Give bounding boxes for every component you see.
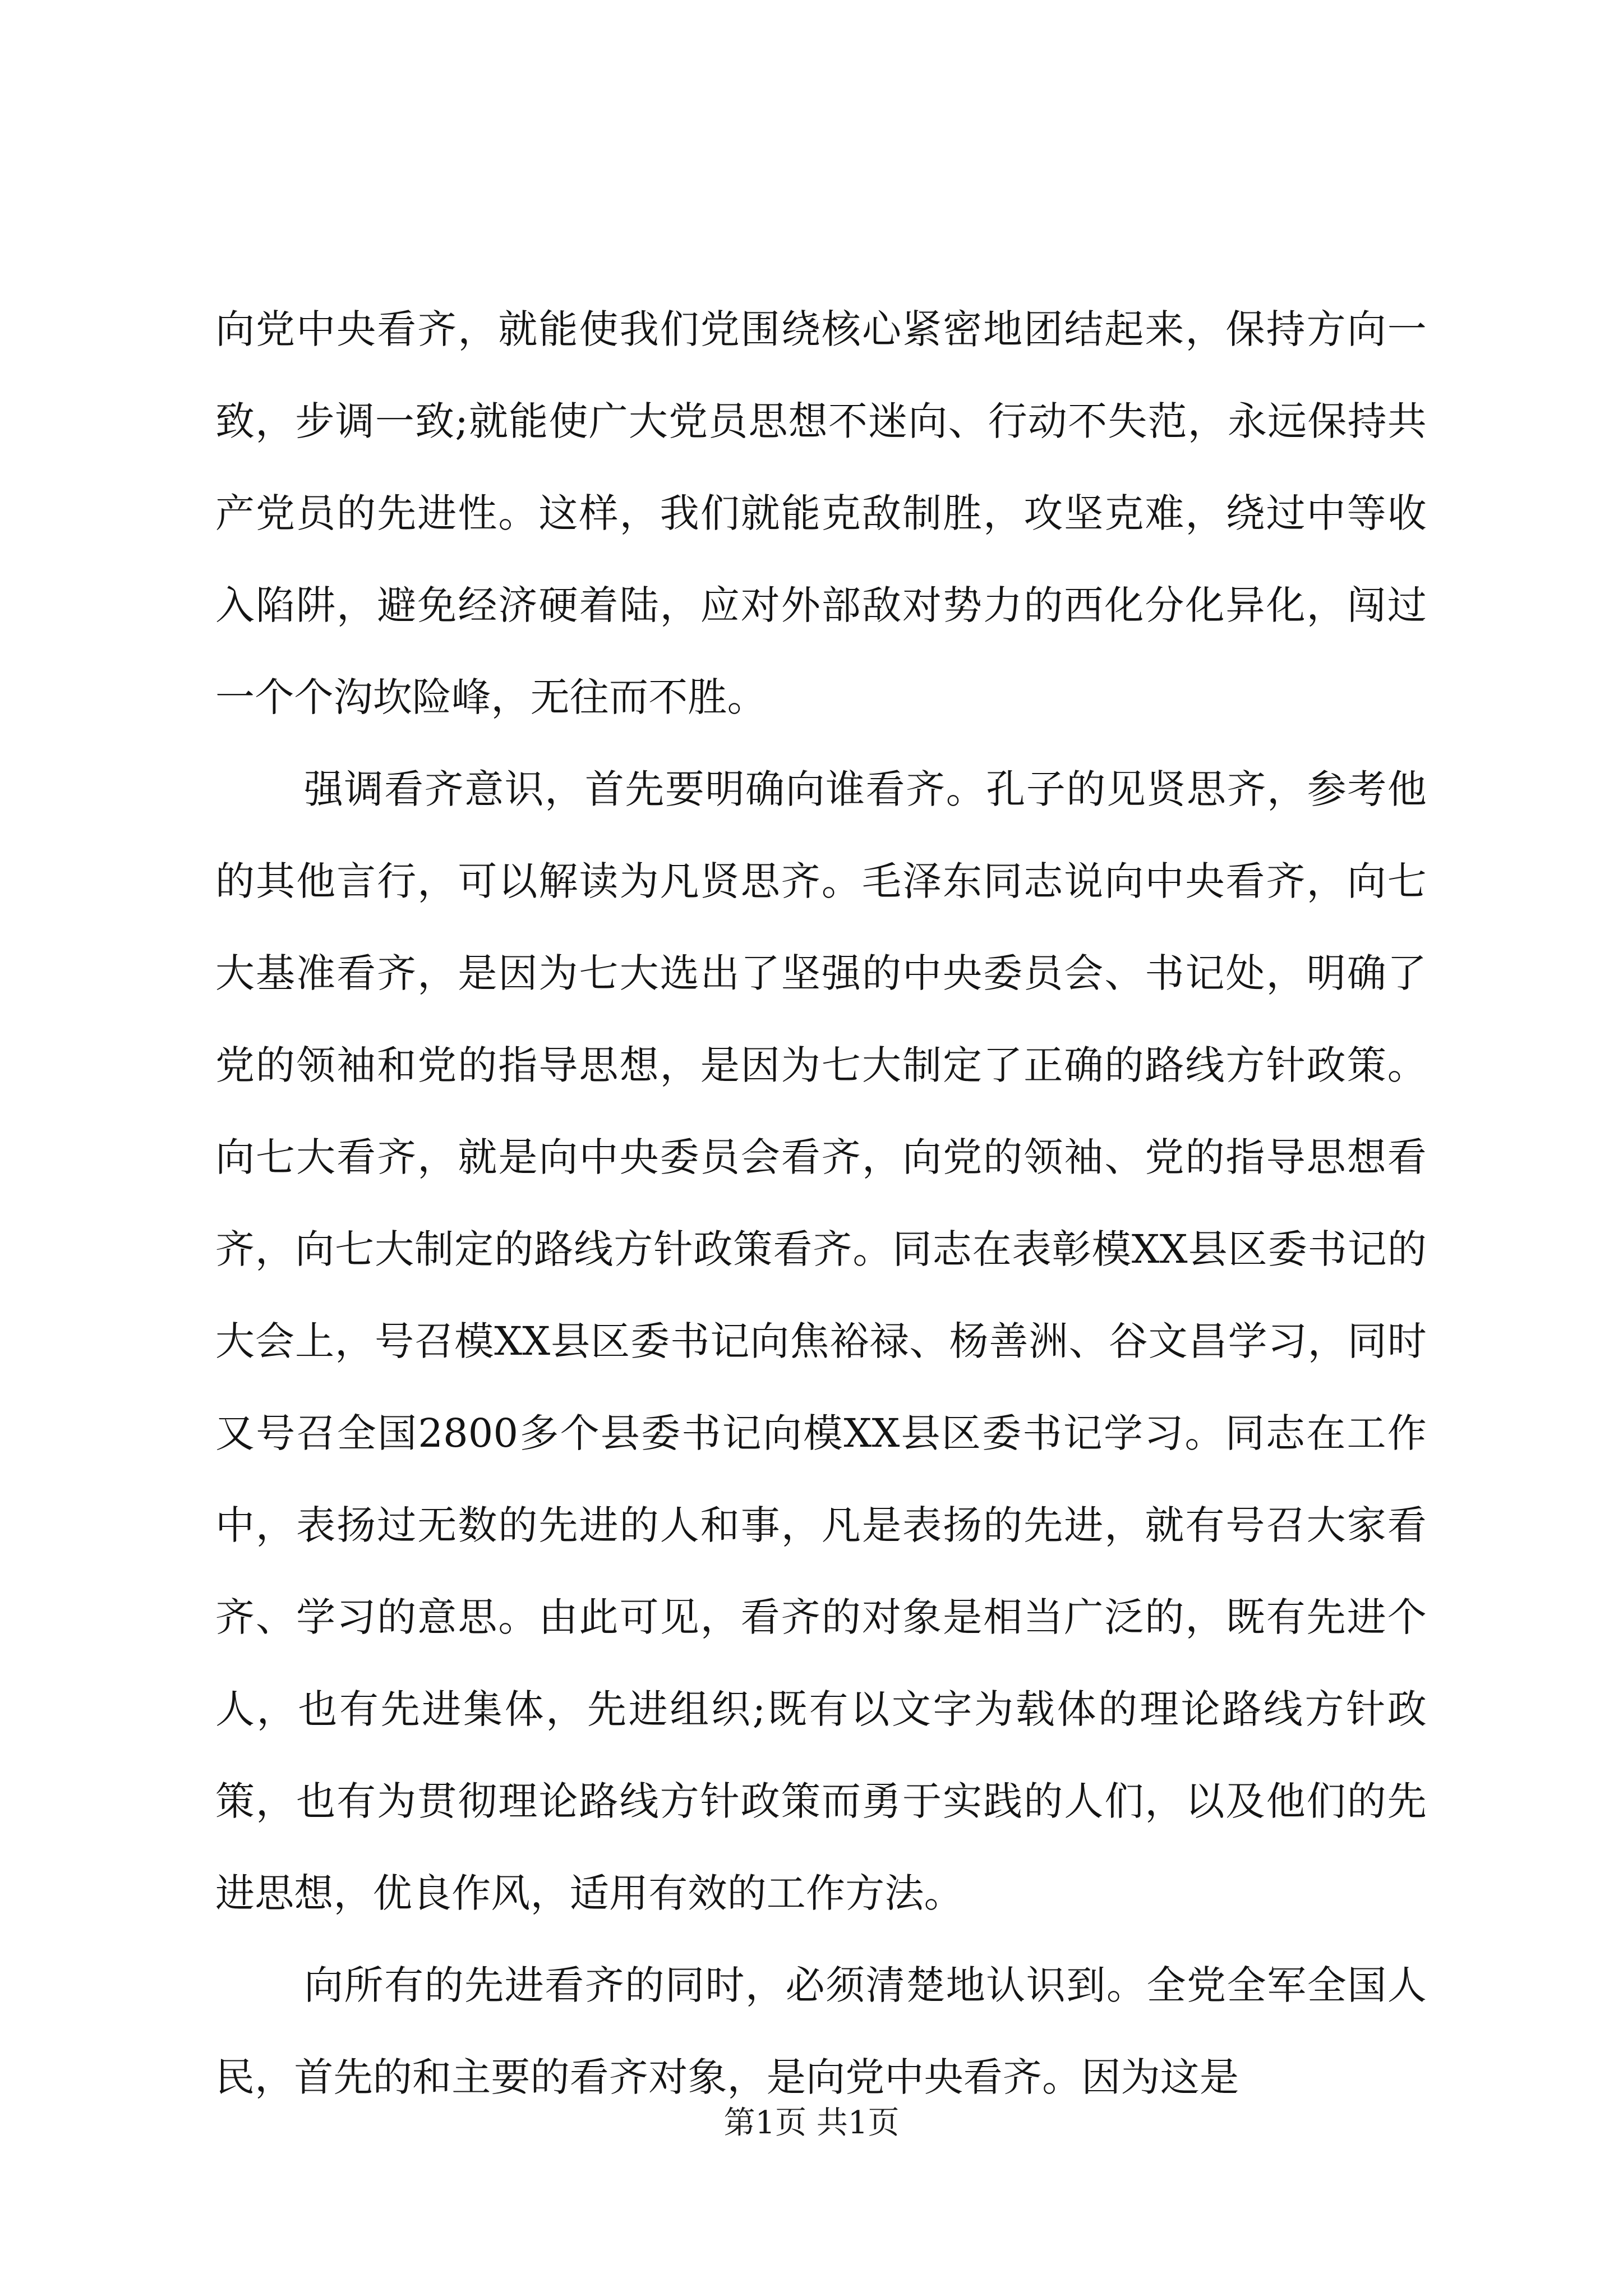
paragraph-alignment-target: 强调看齐意识，首先要明确向谁看齐。孔子的见贤思齐，参考他的其他言行，可以解读为凡贤思齐。毛泽东同志说向中央看齐，向七大基准看齐，是因为七大选出了坚强的中央委员会、书记处，明确了党的领袖和党的指导思想，是因为七大制定了正确的路线方针政策。向七大看齐，就是向中央委员会看齐，向党的领袖、党的指导思想看齐，向七大制定的路线方针政策看齐。同志在表彰模XX县区委书记的大会上，号召模XX县区委书记向焦裕禄、杨善洲、谷文昌学习，同时又号召全国2800多个县委书记向模XX县区委书记学习。同志在工作中，表扬过无数的先进的人和事，凡是表扬的先进，就有号召大家看齐、学习的意思。由此可见，看齐的对象是相当广泛的，既有先进个人，也有先进集体，先进组织;既有以文字为载体的理论路线方针政策，也有为贯彻理论路线方针政策而勇于实践的人们，以及他们的先进思想，优良作风，适用有效的工作方法。: [215, 766, 1427, 1916]
paragraph-continued: 向党中央看齐，就能使我们党围绕核心紧密地团结起来，保持方向一致，步调一致;就能使广大党员思想不迷向、行动不失范，永远保持共产党员的先进性。这样，我们就能克敌制胜，攻坚克难，绕过中等收入陷阱，避免经济硬着陆，应对外部敌对势力的西化分化异化，闯过一个个沟坎险峰，无往而不胜。: [215, 306, 1427, 720]
paragraph-central-committee: 向所有的先进看齐的同时，必须清楚地认识到。全党全军全国人民，首先的和主要的看齐对象，是向党中央看齐。因为这是: [215, 1962, 1427, 2100]
page-number-footer: 第1页 共1页: [723, 2105, 900, 2141]
document-body: [215, 283, 1427, 2123]
